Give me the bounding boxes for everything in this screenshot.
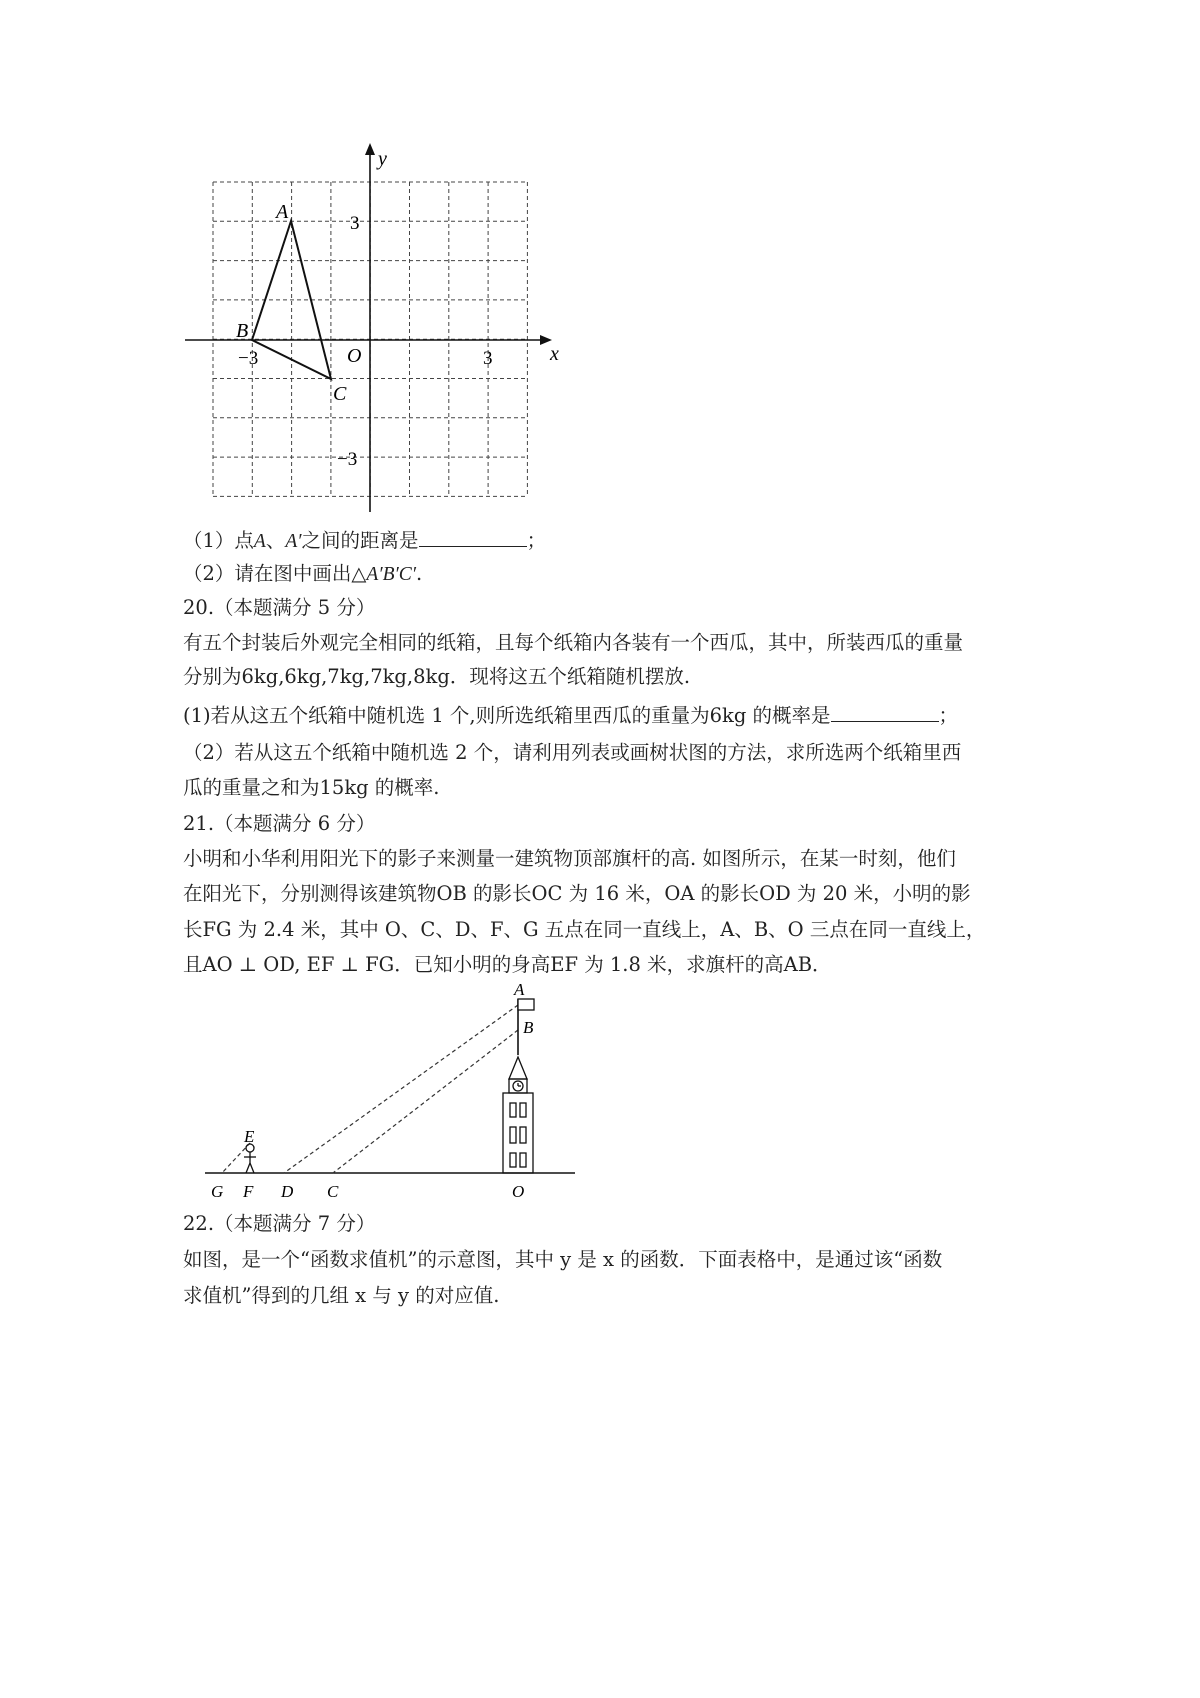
q22-line2: 求值机”得到的几组 x 与 y 的对应值.	[183, 1284, 500, 1307]
answer-blank	[419, 528, 527, 547]
axis-label-y: y	[378, 148, 387, 170]
q20-sub1-text: (1)若从这五个纸箱中随机选 1 个,则所选纸箱里西瓜的重量为6kg 的概率是	[183, 704, 831, 727]
fig2-label-g: G	[211, 1182, 224, 1201]
point-label-b: B	[236, 320, 249, 342]
q20-sub1-end: ；	[938, 704, 959, 727]
fig2-label-c: C	[327, 1182, 339, 1201]
answer-blank	[831, 703, 939, 722]
q19-part2	[183, 562, 422, 587]
shadow-measurement-figure	[0, 975, 1200, 1210]
q19-p1-prefix: （1）点	[183, 529, 254, 552]
tick-label-y-neg3: −3	[337, 449, 358, 470]
tick-label-x-neg3: −3	[238, 348, 259, 369]
q21-line2: 在阳光下，分别测得该建筑物OB 的影长OC 为 16 米，OA 的影长OD 为 20 米，小明的影	[183, 882, 971, 905]
building-icon	[503, 1057, 533, 1173]
q20-line1: 有五个封装后外观完全相同的纸箱，且每个纸箱内各装有一个西瓜，其中，所装西瓜的重量	[183, 631, 964, 654]
q19-p1-sep: 、	[265, 529, 286, 552]
q19-p1-end: ；	[526, 529, 547, 552]
q19-p2-triangle: △A′B′C′	[351, 564, 417, 585]
q22-heading: 22.（本题满分 7 分）	[183, 1212, 376, 1235]
q21-line4: 且AO ⊥ OD, EF ⊥ FG．已知小明的身高EF 为 1.8 米，求旗杆的高AB．	[183, 953, 832, 976]
q20-heading: 20.（本题满分 5 分）	[183, 596, 376, 619]
ray-b-c	[333, 1030, 518, 1173]
q19-p1-point-a-prime: A′	[285, 531, 302, 552]
point-label-a: A	[276, 201, 289, 223]
q19-part1	[183, 528, 546, 554]
coordinate-grid-figure	[0, 0, 1200, 540]
q20-sub2-line2: 瓜的重量之和为15kg 的概率.	[183, 776, 440, 799]
q21-line1: 小明和小华利用阳光下的影子来测量一建筑物顶部旗杆的高. 如图所示，在某一时刻，他们	[183, 847, 956, 870]
fig2-label-e: E	[244, 1127, 255, 1146]
point-label-c: C	[333, 383, 347, 405]
axis-label-x: x	[550, 343, 559, 365]
q22-line1: 如图，是一个“函数求值机”的示意图，其中 y 是 x 的函数．下面表格中，是通过该“函数	[183, 1248, 943, 1271]
q19-p2-prefix: （2）请在图中画出	[183, 562, 352, 585]
tick-label-x-pos3: 3	[483, 348, 493, 369]
origin-label: O	[347, 345, 362, 367]
q20-line2: 分别为6kg,6kg,7kg,7kg,8kg．现将这五个纸箱随机摆放.	[183, 665, 691, 688]
flag-icon	[518, 999, 534, 1010]
tick-label-y-pos3: 3	[350, 213, 360, 234]
q21-heading: 21.（本题满分 6 分）	[183, 812, 376, 835]
fig2-label-o: O	[512, 1182, 525, 1201]
q20-sub1	[183, 703, 958, 728]
q19-p1-point-a: A	[253, 531, 266, 552]
person-icon	[244, 1144, 256, 1173]
q19-p2-end: .	[416, 562, 423, 585]
fig2-label-f: F	[243, 1182, 254, 1201]
fig2-label-d: D	[281, 1182, 294, 1201]
fig2-label-b: B	[523, 1018, 534, 1037]
ray-a-d	[284, 1005, 518, 1173]
q21-line3: 长FG 为 2.4 米，其中 O、C、D、F、G 五点在同一直线上，A、B、O 三点在同一直线上，	[183, 918, 986, 941]
q19-p1-text: 之间的距离是	[301, 529, 419, 552]
y-axis-arrow-icon	[365, 143, 375, 155]
fig2-label-a: A	[514, 980, 525, 999]
q20-sub2-line1: （2）若从这五个纸箱中随机选 2 个，请利用列表或画树状图的方法，求所选两个纸箱里西	[183, 741, 962, 764]
